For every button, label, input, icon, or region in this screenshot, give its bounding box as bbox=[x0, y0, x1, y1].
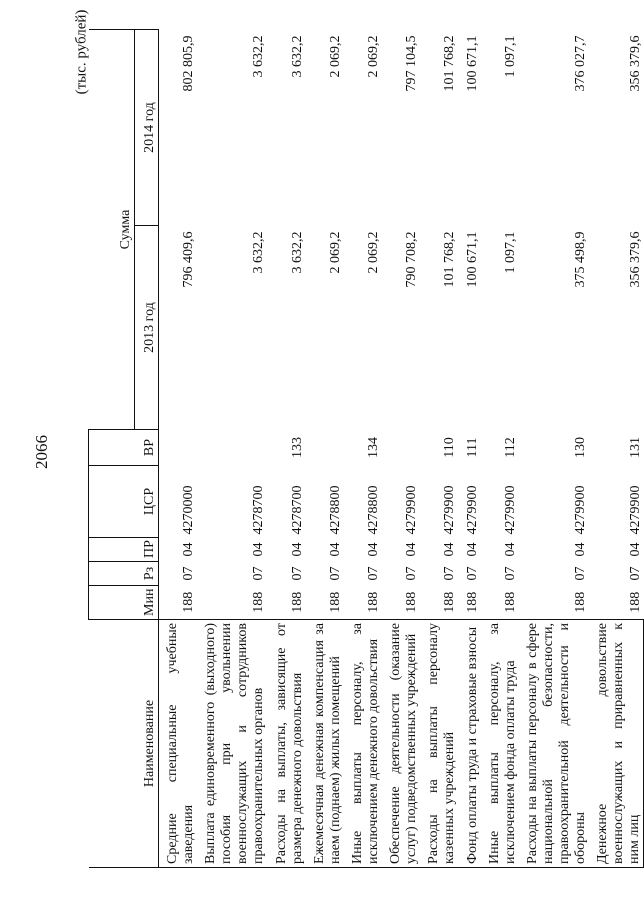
row-min: 188 bbox=[442, 591, 458, 613]
row-vr: 112 bbox=[502, 437, 518, 458]
row-rz: 07 bbox=[573, 566, 589, 581]
table-row bbox=[420, 30, 458, 868]
table-row bbox=[459, 30, 481, 868]
rotated-table-wrapper bbox=[88, 30, 643, 868]
row-2014: 2 069,2 bbox=[327, 35, 343, 78]
row-vr: 131 bbox=[627, 437, 643, 458]
header-vr: ВР bbox=[89, 430, 159, 466]
table-row bbox=[344, 30, 382, 868]
row-name: Расходы на выплаты персоналу в сфере национальной безопасности, правоохранительной деятельности и обороны bbox=[519, 620, 589, 868]
row-2014: 100 671,1 bbox=[464, 35, 480, 92]
row-csr: 4278700 bbox=[251, 485, 267, 535]
row-pr: 04 bbox=[464, 542, 480, 557]
row-min: 188 bbox=[573, 591, 589, 613]
row-2013: 2 069,2 bbox=[327, 231, 343, 274]
row-name: Фонд оплаты труда и страховые взносы bbox=[459, 620, 481, 868]
row-2014: 356 379,6 bbox=[627, 35, 643, 92]
header-name: Наименование bbox=[89, 620, 159, 868]
row-2013: 100 671,1 bbox=[464, 231, 480, 288]
row-vr bbox=[159, 430, 198, 466]
row-vr bbox=[306, 430, 344, 466]
row-pr: 04 bbox=[627, 542, 643, 557]
row-vr: 111 bbox=[464, 437, 480, 458]
row-csr: 4278700 bbox=[289, 485, 305, 535]
header-2014: 2014 год bbox=[135, 30, 159, 226]
units-label: (тыс. рублей) bbox=[73, 9, 90, 95]
row-2014: 3 632,2 bbox=[289, 35, 305, 78]
row-rz: 07 bbox=[327, 566, 343, 581]
table-row bbox=[519, 30, 589, 868]
row-rz: 07 bbox=[627, 566, 643, 581]
row-name: Обеспечение деятельности (оказание услуг) подведомственных учреждений bbox=[382, 620, 420, 868]
row-rz: 07 bbox=[366, 566, 382, 581]
header-rz: Рз bbox=[89, 562, 159, 586]
header-pr: ПР bbox=[89, 538, 159, 562]
row-rz: 07 bbox=[181, 566, 197, 581]
row-pr: 04 bbox=[181, 542, 197, 557]
page-number: 2066 bbox=[32, 435, 51, 469]
row-2013: 3 632,2 bbox=[289, 231, 305, 274]
table-row bbox=[481, 30, 519, 868]
table-row bbox=[306, 30, 344, 868]
row-pr: 04 bbox=[289, 542, 305, 557]
header-min: Мин bbox=[89, 586, 159, 620]
header-2013: 2013 год bbox=[135, 226, 159, 430]
row-pr: 04 bbox=[327, 542, 343, 557]
row-pr: 04 bbox=[573, 542, 589, 557]
row-2014: 101 768,2 bbox=[442, 35, 458, 92]
row-vr: 134 bbox=[366, 437, 382, 458]
row-rz: 07 bbox=[442, 566, 458, 581]
row-pr: 04 bbox=[251, 542, 267, 557]
row-min: 188 bbox=[289, 591, 305, 613]
row-min: 188 bbox=[181, 591, 197, 613]
table-row bbox=[382, 30, 420, 868]
header-csr: ЦСР bbox=[89, 466, 159, 538]
table-header bbox=[89, 30, 159, 868]
row-pr: 04 bbox=[442, 542, 458, 557]
row-vr bbox=[197, 430, 267, 466]
row-vr: 130 bbox=[573, 437, 589, 458]
row-2013: 375 498,9 bbox=[573, 231, 589, 288]
row-name: Ежемесячная денежная компенсация за наем (поднаем) жилых помещений bbox=[306, 620, 344, 868]
row-csr: 4278800 bbox=[366, 485, 382, 535]
row-name: Средние специальные учебные заведения bbox=[159, 620, 198, 868]
row-2013: 356 379,6 bbox=[627, 231, 643, 288]
row-vr bbox=[382, 430, 420, 466]
row-2014: 2 069,2 bbox=[366, 35, 382, 78]
row-2014: 376 027,7 bbox=[573, 35, 589, 92]
row-2013: 3 632,2 bbox=[251, 231, 267, 274]
row-2014: 3 632,2 bbox=[251, 35, 267, 78]
budget-table bbox=[88, 29, 644, 868]
row-vr: 110 bbox=[442, 437, 458, 458]
row-pr: 04 bbox=[502, 542, 518, 557]
row-rz: 07 bbox=[502, 566, 518, 581]
row-min: 188 bbox=[327, 591, 343, 613]
row-2014: 1 097,1 bbox=[502, 35, 518, 78]
row-2014: 797 104,5 bbox=[404, 35, 420, 92]
row-rz: 07 bbox=[464, 566, 480, 581]
row-csr: 4279900 bbox=[573, 485, 589, 535]
row-min: 188 bbox=[502, 591, 518, 613]
header-sum: Сумма bbox=[89, 30, 135, 430]
table-row bbox=[268, 30, 306, 868]
row-csr: 4270000 bbox=[181, 485, 197, 535]
row-2014: 802 805,9 bbox=[181, 35, 197, 92]
row-min: 188 bbox=[251, 591, 267, 613]
row-rz: 07 bbox=[404, 566, 420, 581]
row-2013: 1 097,1 bbox=[502, 231, 518, 274]
table-row bbox=[197, 30, 267, 868]
row-csr: 4279900 bbox=[627, 485, 643, 535]
row-min: 188 bbox=[464, 591, 480, 613]
row-2013: 2 069,2 bbox=[366, 231, 382, 274]
row-2013: 790 708,2 bbox=[404, 231, 420, 288]
row-name: Выплата единовременного (выходного) пособия при увольнении военнослужащих и сотрудников правоохранительных органов bbox=[197, 620, 267, 868]
row-rz: 07 bbox=[289, 566, 305, 581]
row-min: 188 bbox=[366, 591, 382, 613]
row-csr: 4278800 bbox=[327, 485, 343, 535]
row-name: Денежное довольствие военнослужащих и приравненных к ним лиц bbox=[589, 620, 644, 868]
row-2013: 101 768,2 bbox=[442, 231, 458, 288]
row-csr: 4279900 bbox=[502, 485, 518, 535]
row-csr: 4279900 bbox=[442, 485, 458, 535]
row-pr: 04 bbox=[404, 542, 420, 557]
row-vr: 133 bbox=[289, 437, 305, 458]
row-min: 188 bbox=[627, 591, 643, 613]
row-csr: 4279900 bbox=[464, 485, 480, 535]
row-csr: 4279900 bbox=[404, 485, 420, 535]
row-name: Иные выплаты персоналу, за исключением фонда оплаты труда bbox=[481, 620, 519, 868]
row-name: Иные выплаты персоналу, за исключением денежного довольствия bbox=[344, 620, 382, 868]
row-name: Расходы на выплаты персоналу казенных учреждений bbox=[420, 620, 458, 868]
row-min: 188 bbox=[404, 591, 420, 613]
table-row bbox=[589, 30, 644, 868]
row-rz: 07 bbox=[251, 566, 267, 581]
row-name: Расходы на выплаты, зависящие от размера денежного довольствия bbox=[268, 620, 306, 868]
table-row bbox=[159, 30, 198, 868]
row-2013: 796 409,6 bbox=[181, 231, 197, 288]
row-pr: 04 bbox=[366, 542, 382, 557]
